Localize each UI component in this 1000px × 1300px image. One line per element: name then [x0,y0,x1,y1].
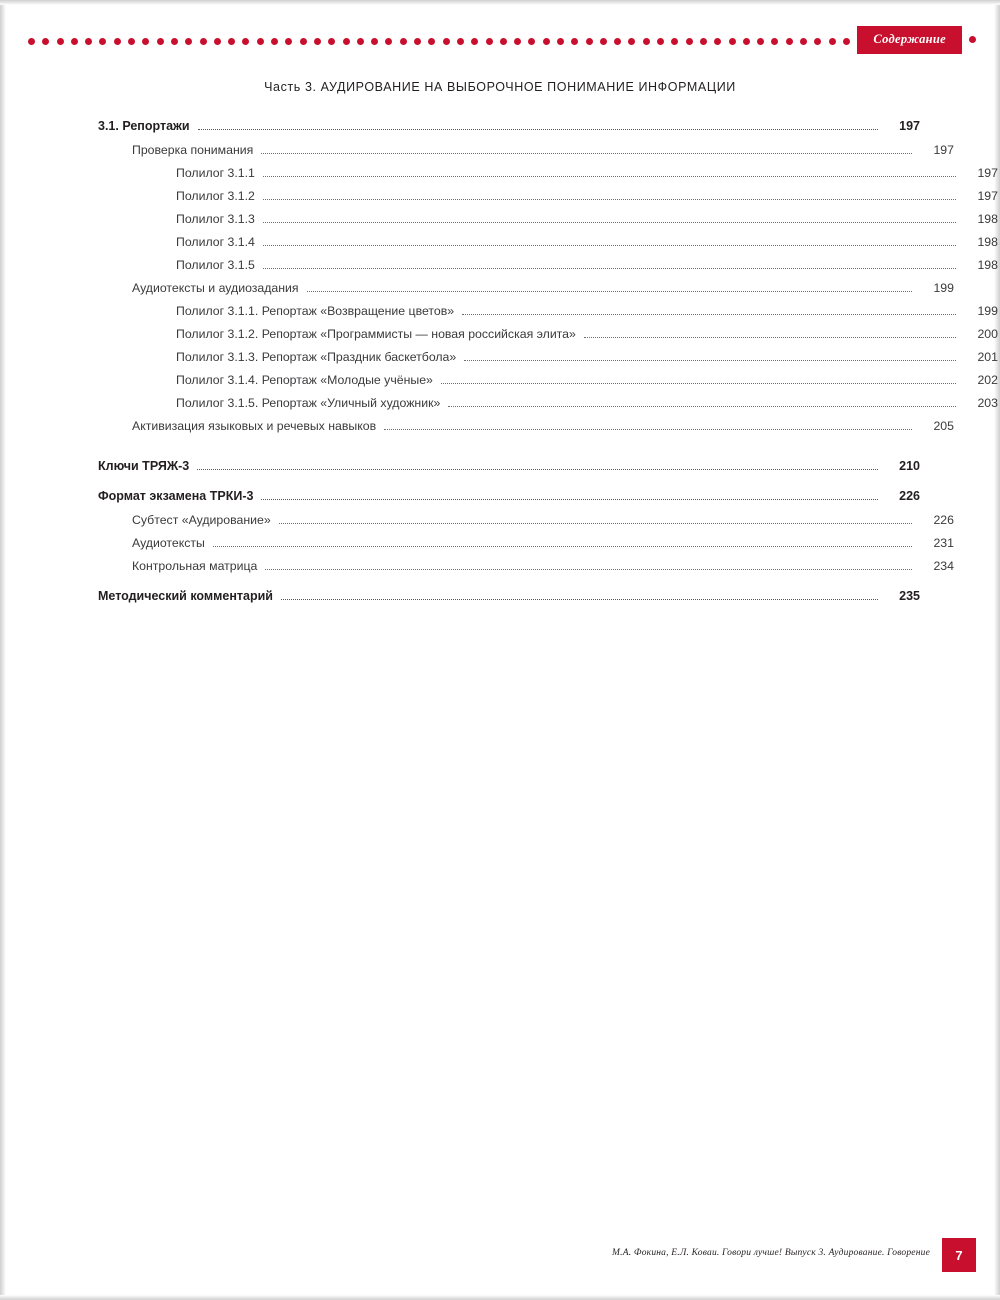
toc-leader-dots [448,405,956,407]
toc-leader-dots [261,498,878,500]
header-dot [28,38,35,45]
toc-entry[interactable] [98,560,954,574]
toc-entry-label: Полилог 3.1.3 [176,212,255,226]
toc-entry[interactable] [98,213,998,227]
toc-entry[interactable] [98,420,954,434]
toc-entry[interactable] [98,282,954,296]
header-dot [829,38,836,45]
header-dot [285,38,292,45]
header-dot [171,38,178,45]
header-dot [200,38,207,45]
toc-entry-page: 199 [977,304,998,318]
toc-entry-page: 210 [899,459,920,473]
toc-entry-label: Проверка понимания [132,143,254,157]
page-edge-bottom [0,1295,1000,1300]
header-dot [443,38,450,45]
toc-entry-page: 234 [933,559,954,573]
toc-leader-dots [279,522,912,524]
toc-leader-dots [384,428,912,430]
header-dot [328,38,335,45]
footer-credit: М.А. Фокина, Е.Л. Коваи. Говори лучше! Выпуск 3. Аудирование. Говорение [612,1248,930,1258]
toc-entry-label: Контрольная матрица [132,559,258,573]
toc-entry-page: 197 [933,143,954,157]
toc-entry-page: 226 [933,513,954,527]
toc-entry-page: 200 [977,327,998,341]
toc-entry-page: 203 [977,396,998,410]
toc-entry-label: Полилог 3.1.3. Репортаж «Праздник баскетбола» [176,350,457,364]
toc-entry[interactable] [98,167,998,181]
header-dot [42,38,49,45]
header-dot [643,38,650,45]
header-dot [228,38,235,45]
header-dot [671,38,678,45]
toc-entry-label: Формат экзамена ТРКИ-3 [98,489,254,503]
header-dot [271,38,278,45]
header-dot [357,38,364,45]
toc-entry-page: 231 [933,536,954,550]
toc-leader-dots [265,568,912,570]
header-dot [514,38,521,45]
toc-entry-page: 226 [899,489,920,503]
toc-entry-label: Аудиотексты [132,536,205,550]
toc-entry-page: 197 [899,119,920,133]
toc-leader-dots [584,336,956,338]
toc-entry-label: Полилог 3.1.5. Репортаж «Уличный художник» [176,396,441,410]
toc-entry-page: 197 [977,166,998,180]
toc-entry[interactable] [98,259,998,273]
toc-leader-dots [213,545,912,547]
header-dot [600,38,607,45]
header-dot [114,38,121,45]
header-dot [242,38,249,45]
header-dot [486,38,493,45]
header-dot [757,38,764,45]
section-tab-label: Содержание [857,26,962,54]
header-dot [300,38,307,45]
toc-entry-label: Полилог 3.1.1 [176,166,255,180]
toc-entry[interactable] [98,190,998,204]
part-title: Часть 3. АУДИРОВАНИЕ НА ВЫБОРОЧНОЕ ПОНИМАНИЕ ИНФОРМАЦИИ [264,80,736,94]
toc-entry-label: Полилог 3.1.4 [176,235,255,249]
header-dot [628,38,635,45]
toc-entry[interactable] [98,305,998,319]
header-dot [614,38,621,45]
header-dot [528,38,535,45]
header-dot [657,38,664,45]
toc-entry-page: 202 [977,373,998,387]
toc-entry-label: Аудиотексты и аудиозадания [132,281,299,295]
toc-entry-page: 198 [977,235,998,249]
toc-leader-dots [263,198,956,200]
toc-leader-dots [263,175,956,177]
header-dot [557,38,564,45]
toc-entry-page: 197 [977,189,998,203]
toc-entry[interactable] [98,374,998,388]
toc-entry[interactable] [98,590,920,604]
header-dot [85,38,92,45]
header-dot [743,38,750,45]
toc-leader-dots [263,267,956,269]
toc-leader-dots [197,468,878,470]
toc-entry[interactable] [98,490,920,504]
page-edge-left [0,0,6,1300]
toc-leader-dots [462,313,956,315]
toc-leader-dots [307,290,912,292]
toc-leader-dots [263,221,956,223]
header-dot [57,38,64,45]
toc-entry-page: 205 [933,419,954,433]
header-dot [157,38,164,45]
page-edge-top [0,0,1000,5]
toc-entry-page: 199 [933,281,954,295]
header-dot [686,38,693,45]
toc-entry-page: 198 [977,212,998,226]
header-dot [700,38,707,45]
header-dot [414,38,421,45]
header-dot [457,38,464,45]
header-dotted-rule [28,36,908,46]
toc-entry-label: Полилог 3.1.4. Репортаж «Молодые учёные» [176,373,433,387]
table-of-contents [98,119,998,614]
toc-entry[interactable] [98,537,954,551]
header-trailing-dot [969,36,976,43]
header-dot [428,38,435,45]
header-dot [385,38,392,45]
header-dot [314,38,321,45]
header-dot [400,38,407,45]
toc-leader-dots [441,382,956,384]
header-dot [729,38,736,45]
header-dot [185,38,192,45]
header-dot [471,38,478,45]
toc-entry-label: Активизация языковых и речевых навыков [132,419,377,433]
header-dot [771,38,778,45]
header-dot [99,38,106,45]
toc-leader-dots [464,359,956,361]
toc-entry[interactable] [98,120,920,134]
toc-leader-dots [263,244,956,246]
toc-entry[interactable] [98,144,954,158]
header-dot [571,38,578,45]
header-dot [257,38,264,45]
header-dot [543,38,550,45]
header-dot [128,38,135,45]
toc-entry-label: Полилог 3.1.2. Репортаж «Программисты — новая российская элита» [176,327,576,341]
toc-entry-page: 198 [977,258,998,272]
header-dot [814,38,821,45]
page-number: 7 [942,1238,976,1272]
toc-leader-dots [198,128,878,130]
header-dot [214,38,221,45]
toc-entry-page: 201 [977,350,998,364]
toc-entry[interactable] [98,351,998,365]
toc-entry-label: Полилог 3.1.5 [176,258,255,272]
toc-entry[interactable] [98,460,920,474]
header-dot [714,38,721,45]
toc-entry-label: Полилог 3.1.1. Репортаж «Возвращение цветов» [176,304,455,318]
toc-leader-dots [281,598,878,600]
header-dot [71,38,78,45]
toc-entry-label: Полилог 3.1.2 [176,189,255,203]
header-dot [843,38,850,45]
header-dot [586,38,593,45]
toc-entry[interactable] [98,397,998,411]
header-dot [786,38,793,45]
toc-leader-dots [261,152,912,154]
toc-entry[interactable] [98,514,954,528]
toc-entry-label: Ключи ТРЯЖ-3 [98,459,190,473]
header-dot [800,38,807,45]
header-dot [371,38,378,45]
toc-entry-label: 3.1. Репортажи [98,119,190,133]
header-dot [500,38,507,45]
toc-entry[interactable] [98,328,998,342]
toc-entry-label: Методический комментарий [98,589,273,603]
header-dot [343,38,350,45]
toc-entry-label: Субтест «Аудирование» [132,513,271,527]
toc-entry[interactable] [98,236,998,250]
toc-entry-page: 235 [899,589,920,603]
header-dot [142,38,149,45]
